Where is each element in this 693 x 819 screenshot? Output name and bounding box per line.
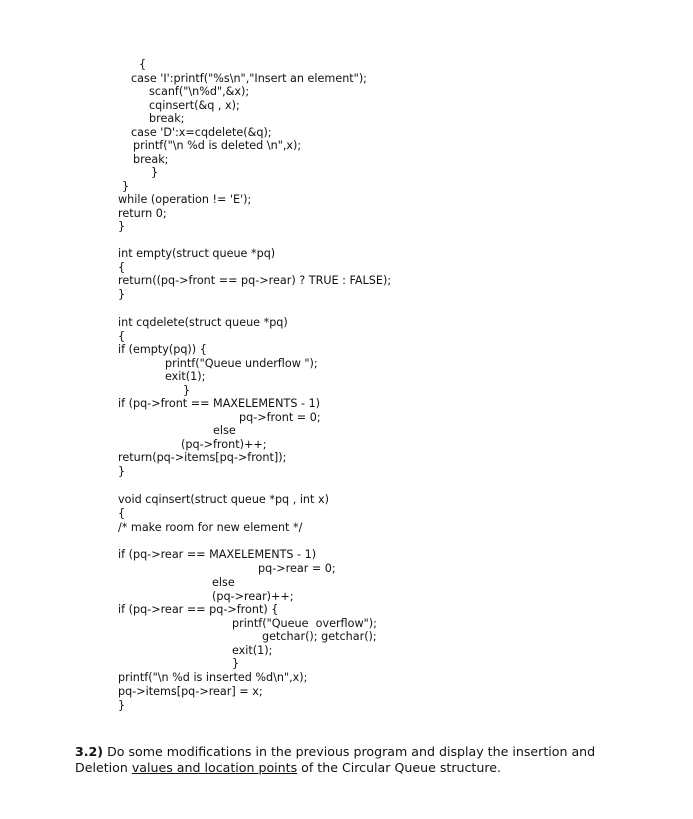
code-line: } bbox=[118, 288, 126, 301]
code-line: } bbox=[232, 657, 240, 670]
code-line: printf("Queue overflow"); bbox=[232, 617, 377, 630]
code-line: { bbox=[118, 261, 126, 274]
code-line: if (pq->rear == MAXELEMENTS - 1) bbox=[118, 548, 317, 561]
code-line: scanf("\n%d",&x); bbox=[149, 85, 250, 98]
code-line: void cqinsert(struct queue *pq , int x) bbox=[118, 493, 329, 506]
code-line: cqinsert(&q , x); bbox=[149, 99, 240, 112]
task-text: Do some modifications in the previous program and display the insertion and Deletion bbox=[75, 744, 596, 775]
code-line: } bbox=[183, 384, 191, 397]
code-line: else bbox=[213, 424, 236, 437]
code-line: exit(1); bbox=[165, 370, 206, 383]
code-line: { bbox=[118, 330, 126, 343]
task-underlined-phrase: values and location points bbox=[131, 760, 298, 775]
code-line: case 'D':x=cqdelete(&q); bbox=[131, 126, 272, 139]
code-line: } bbox=[118, 465, 126, 478]
task-number: 3.2) bbox=[75, 744, 104, 759]
code-line: if (pq->rear == pq->front) { bbox=[118, 603, 279, 616]
code-line: printf("\n %d is inserted %d\n",x); bbox=[118, 671, 308, 684]
code-line: break; bbox=[149, 112, 185, 125]
code-line: int cqdelete(struct queue *pq) bbox=[118, 316, 288, 329]
code-line: break; bbox=[133, 153, 169, 166]
code-line: getchar(); getchar(); bbox=[262, 630, 377, 643]
code-line: pq->items[pq->rear] = x; bbox=[118, 685, 263, 698]
code-line: case 'I':printf("%s\n","Insert an element"); bbox=[131, 72, 367, 85]
code-line: if (pq->front == MAXELEMENTS - 1) bbox=[118, 397, 321, 410]
code-line: int empty(struct queue *pq) bbox=[118, 247, 276, 260]
code-line: else bbox=[212, 576, 235, 589]
code-line: printf("Queue underflow "); bbox=[165, 357, 318, 370]
code-line: } bbox=[122, 180, 130, 193]
code-line: } bbox=[118, 220, 126, 233]
code-line: /* make room for new element */ bbox=[118, 521, 303, 534]
code-line: pq->front = 0; bbox=[239, 411, 321, 424]
code-line: return 0; bbox=[118, 207, 167, 220]
code-line: { bbox=[118, 507, 126, 520]
code-line: printf("\n %d is deleted \n",x); bbox=[133, 139, 302, 152]
code-line: (pq->rear)++; bbox=[212, 590, 294, 603]
code-line: exit(1); bbox=[232, 644, 273, 657]
code-line: { bbox=[139, 58, 147, 71]
code-line: (pq->front)++; bbox=[181, 438, 267, 451]
task-text-end: of the Circular Queue structure. bbox=[297, 760, 501, 775]
code-line: return((pq->front == pq->rear) ? TRUE : FALSE); bbox=[118, 274, 392, 287]
code-line: return(pq->items[pq->front]); bbox=[118, 451, 287, 464]
code-line: pq->rear = 0; bbox=[258, 562, 336, 575]
code-line: while (operation != 'E'); bbox=[118, 193, 252, 206]
code-line: } bbox=[151, 166, 159, 179]
code-line: if (empty(pq)) { bbox=[118, 343, 207, 356]
task-instruction bbox=[75, 744, 635, 776]
code-line: } bbox=[118, 699, 126, 712]
